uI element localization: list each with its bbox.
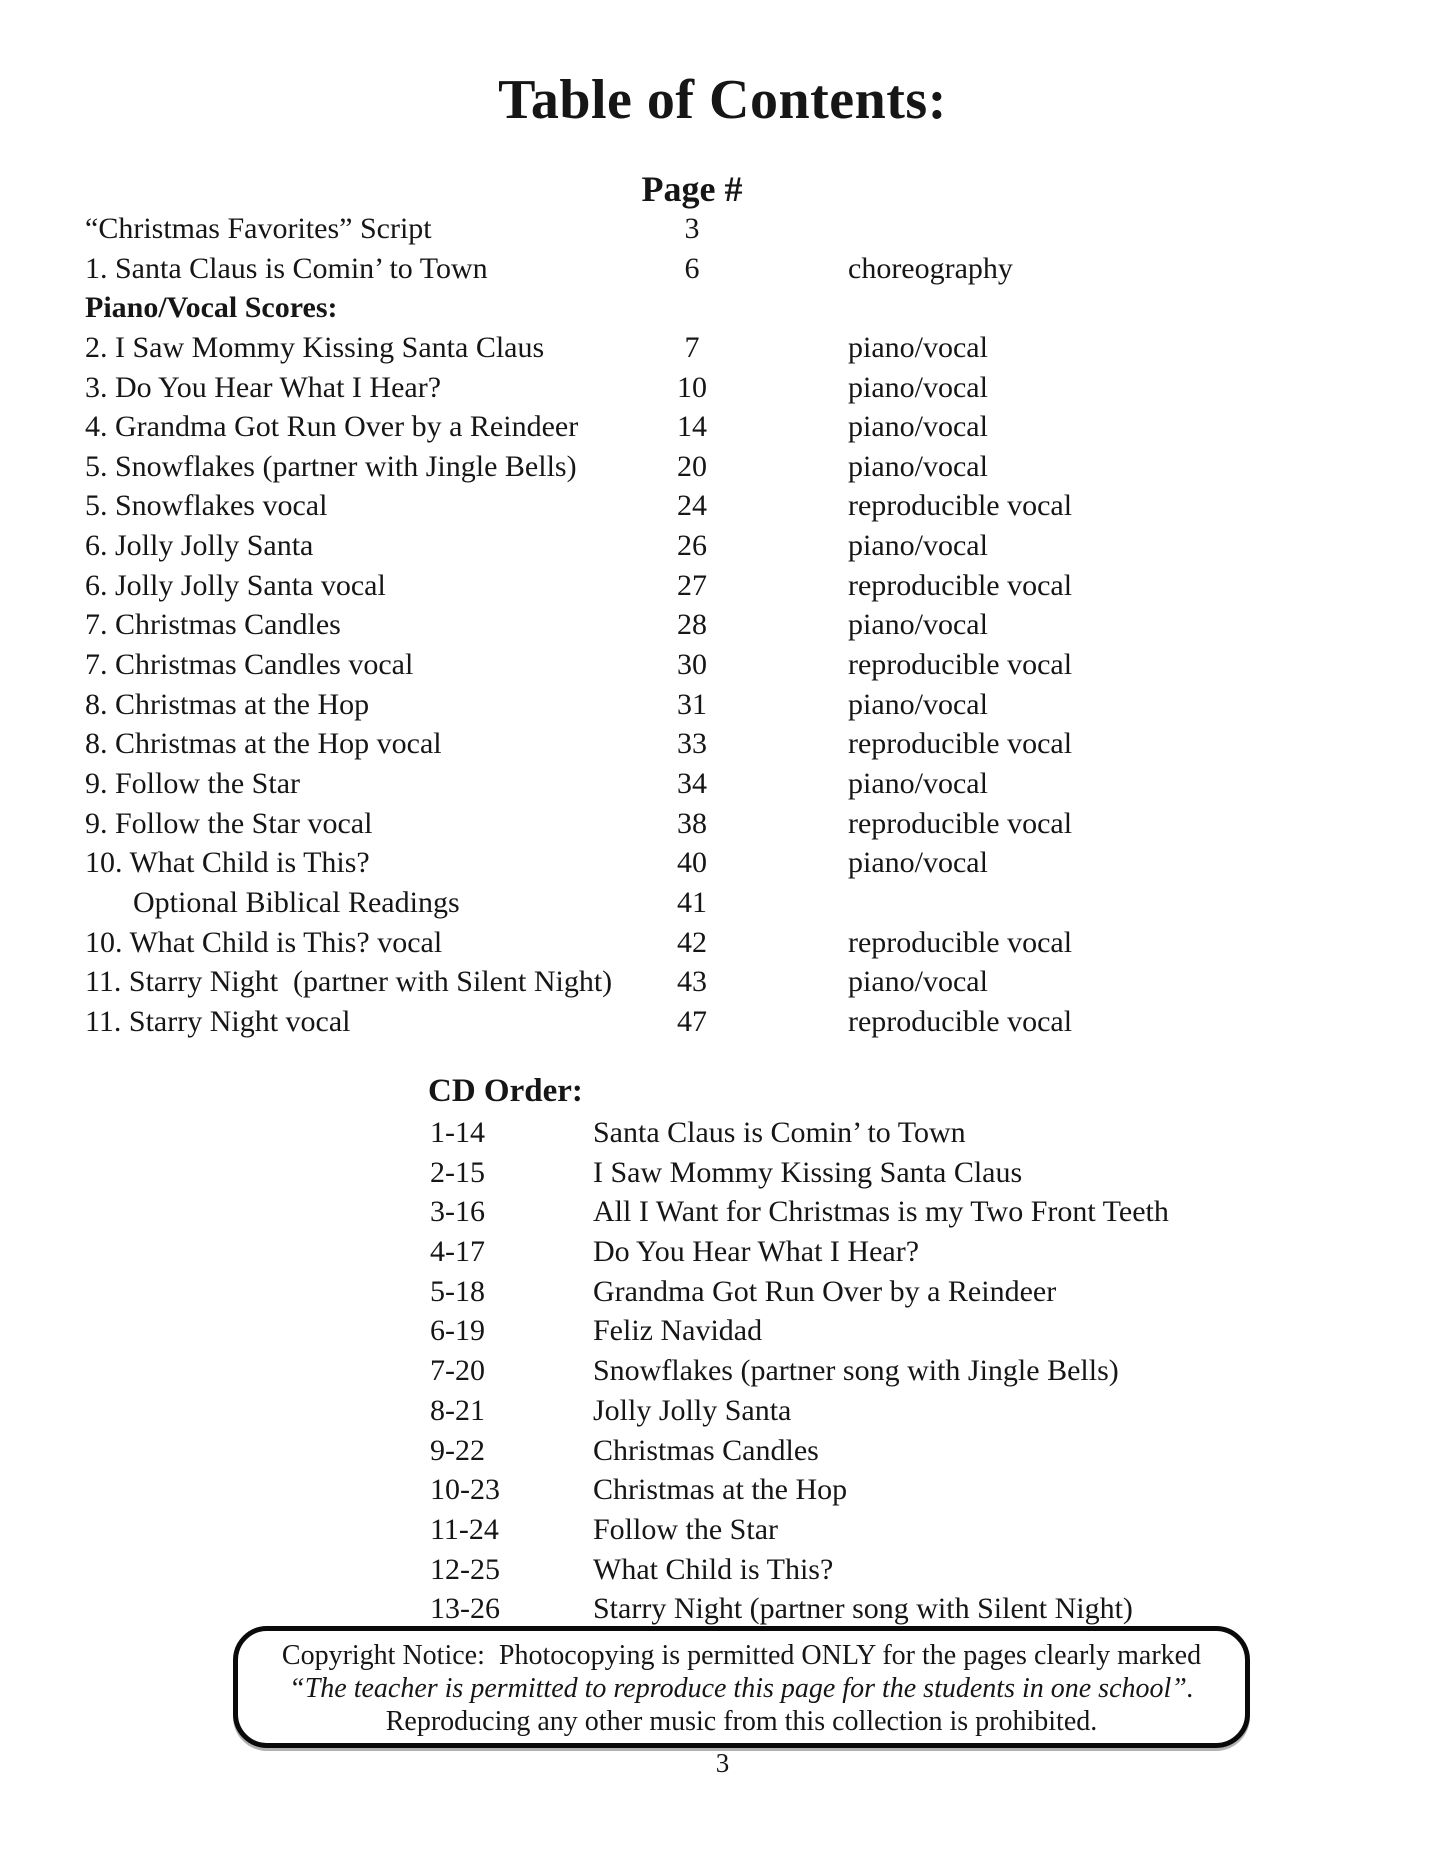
cd-track-number: 13-26 (430, 1592, 500, 1626)
toc-entry-title: 7. Christmas Candles (85, 608, 341, 642)
toc-entry-title: 2. I Saw Mommy Kissing Santa Claus (85, 330, 545, 364)
toc-row (0, 328, 1445, 368)
cd-track-row (0, 1153, 1445, 1193)
cd-order-heading: CD Order: (428, 1073, 583, 1109)
cd-track-row (0, 1351, 1445, 1391)
toc-row (0, 249, 1445, 289)
toc-entry-page: 40 (677, 846, 707, 880)
toc-entry-type: reproducible vocal (848, 568, 1073, 602)
toc-row (0, 407, 1445, 447)
toc-entry-type: piano/vocal (848, 529, 988, 563)
cd-track-row (0, 1510, 1445, 1550)
cd-track-title: Starry Night (partner song with Silent Night) (593, 1592, 1133, 1626)
cd-track-row (0, 1311, 1445, 1351)
cd-track-row (0, 1272, 1445, 1312)
toc-entry-type: reproducible vocal (848, 925, 1073, 959)
toc-entry-title: “Christmas Favorites” Script (85, 212, 432, 245)
cd-track-title: Grandma Got Run Over by a Reindeer (593, 1274, 1057, 1308)
toc-entry-page: 34 (677, 766, 707, 800)
toc-entry-title: 8. Christmas at the Hop (85, 687, 370, 721)
cd-track-row (0, 1391, 1445, 1431)
cd-track-number: 6-19 (430, 1314, 485, 1348)
toc-row (0, 368, 1445, 408)
cd-track-title: Snowflakes (partner song with Jingle Bells) (593, 1354, 1119, 1388)
cd-track-number: 1-14 (430, 1116, 485, 1149)
table-of-contents (0, 209, 1445, 1041)
toc-entry-title: 5. Snowflakes (partner with Jingle Bells) (85, 449, 577, 483)
cd-track-title: I Saw Mommy Kissing Santa Claus (593, 1155, 1023, 1189)
toc-entry-title: Piano/Vocal Scores: (85, 291, 338, 325)
cd-track-row (0, 1589, 1445, 1629)
copyright-notice-box (233, 1626, 1250, 1748)
toc-entry-page: 33 (677, 727, 707, 761)
cd-track-number: 11-24 (430, 1512, 499, 1546)
cd-track-number: 2-15 (430, 1155, 485, 1189)
toc-entry-title: 11. Starry Night (partner with Silent Night) (85, 965, 613, 999)
toc-entry-title: Optional Biblical Readings (133, 885, 460, 919)
toc-entry-title: 7. Christmas Candles vocal (85, 648, 414, 682)
cd-track-number: 5-18 (430, 1274, 485, 1308)
toc-row (0, 724, 1445, 764)
toc-entry-title: 10. What Child is This? vocal (85, 925, 443, 959)
toc-row (0, 605, 1445, 645)
cd-track-number: 10-23 (430, 1473, 500, 1507)
toc-entry-page: 41 (677, 885, 707, 919)
toc-entry-title: 4. Grandma Got Run Over by a Reindeer (85, 410, 579, 444)
toc-entry-page: 26 (677, 529, 707, 563)
cd-track-row (0, 1470, 1445, 1510)
toc-entry-type: piano/vocal (848, 965, 988, 999)
copyright-line-2: “The teacher is permitted to reproduce this page for the students in one school”. (289, 1673, 1194, 1704)
toc-row (0, 923, 1445, 963)
toc-row (0, 843, 1445, 883)
toc-row (0, 288, 1445, 328)
toc-entry-type: choreography (848, 251, 1013, 285)
toc-entry-page: 3 (684, 212, 700, 245)
cd-track-number: 9-22 (430, 1433, 485, 1467)
toc-row (0, 566, 1445, 606)
cd-track-title: Christmas at the Hop (593, 1473, 848, 1507)
toc-entry-type: piano/vocal (848, 687, 988, 721)
toc-entry-title: 5. Snowflakes vocal (85, 489, 328, 523)
cd-order-list (0, 1113, 1445, 1629)
toc-entry-title: 6. Jolly Jolly Santa vocal (85, 568, 386, 602)
cd-track-row (0, 1431, 1445, 1471)
cd-track-number: 3-16 (430, 1195, 485, 1229)
toc-entry-page: 43 (677, 965, 707, 999)
toc-entry-page: 14 (677, 410, 707, 444)
toc-entry-type: piano/vocal (848, 449, 988, 483)
toc-entry-title: 9. Follow the Star (85, 766, 300, 800)
toc-entry-page: 7 (684, 330, 700, 364)
cd-track-row (0, 1232, 1445, 1272)
toc-row (0, 209, 1445, 249)
toc-row (0, 685, 1445, 725)
toc-entry-title: 10. What Child is This? (85, 846, 370, 880)
toc-row (0, 1002, 1445, 1042)
toc-entry-type: reproducible vocal (848, 489, 1073, 523)
cd-track-title: What Child is This? (593, 1552, 834, 1586)
copyright-line-3: Reproducing any other music from this collection is prohibited. (385, 1706, 1098, 1737)
toc-entry-page: 6 (684, 251, 700, 285)
cd-track-row (0, 1113, 1445, 1153)
toc-entry-type: reproducible vocal (848, 806, 1073, 840)
cd-track-title: Christmas Candles (593, 1433, 819, 1467)
toc-entry-page: 10 (677, 370, 707, 404)
toc-row (0, 447, 1445, 487)
toc-row (0, 883, 1445, 923)
toc-row (0, 486, 1445, 526)
toc-entry-page: 28 (677, 608, 707, 642)
page-title: Table of Contents: (498, 69, 947, 131)
toc-row (0, 962, 1445, 1002)
cd-track-title: Do You Hear What I Hear? (593, 1235, 920, 1269)
copyright-line-1: Copyright Notice: Photocopying is permitted ONLY for the pages clearly marked (281, 1640, 1202, 1671)
page-number: 3 (715, 1748, 730, 1778)
cd-track-row (0, 1192, 1445, 1232)
cd-track-title: Jolly Jolly Santa (593, 1393, 792, 1427)
cd-track-number: 8-21 (430, 1393, 485, 1427)
toc-row (0, 764, 1445, 804)
toc-row (0, 804, 1445, 844)
toc-entry-type: reproducible vocal (848, 648, 1073, 682)
toc-entry-title: 6. Jolly Jolly Santa (85, 529, 314, 563)
page-number-column-header: Page # (641, 169, 743, 209)
toc-entry-type: piano/vocal (848, 410, 988, 444)
toc-entry-title: 9. Follow the Star vocal (85, 806, 373, 840)
toc-entry-type: reproducible vocal (848, 1004, 1073, 1038)
toc-entry-page: 20 (677, 449, 707, 483)
toc-entry-type: piano/vocal (848, 370, 988, 404)
cd-track-title: Feliz Navidad (593, 1314, 763, 1348)
toc-row (0, 645, 1445, 685)
toc-entry-page: 31 (677, 687, 707, 721)
cd-track-number: 4-17 (430, 1235, 485, 1269)
toc-entry-type: piano/vocal (848, 846, 988, 880)
toc-entry-type: piano/vocal (848, 608, 988, 642)
toc-row (0, 526, 1445, 566)
toc-entry-title: 1. Santa Claus is Comin’ to Town (85, 251, 488, 285)
toc-entry-title: 8. Christmas at the Hop vocal (85, 727, 442, 761)
toc-entry-type: reproducible vocal (848, 727, 1073, 761)
toc-entry-page: 38 (677, 806, 707, 840)
toc-entry-title: 3. Do You Hear What I Hear? (85, 370, 442, 404)
cd-track-number: 7-20 (430, 1354, 485, 1388)
toc-entry-page: 47 (677, 1004, 707, 1038)
cd-track-title: All I Want for Christmas is my Two Front Teeth (593, 1195, 1169, 1229)
cd-track-title: Santa Claus is Comin’ to Town (593, 1116, 966, 1149)
toc-entry-page: 27 (677, 568, 707, 602)
toc-entry-page: 30 (677, 648, 707, 682)
toc-entry-type: piano/vocal (848, 330, 988, 364)
toc-entry-type: piano/vocal (848, 766, 988, 800)
toc-entry-title: 11. Starry Night vocal (85, 1004, 351, 1038)
cd-track-row (0, 1550, 1445, 1590)
cd-track-number: 12-25 (430, 1552, 500, 1586)
cd-track-title: Follow the Star (593, 1512, 778, 1546)
toc-entry-page: 42 (677, 925, 707, 959)
toc-entry-page: 24 (677, 489, 707, 523)
